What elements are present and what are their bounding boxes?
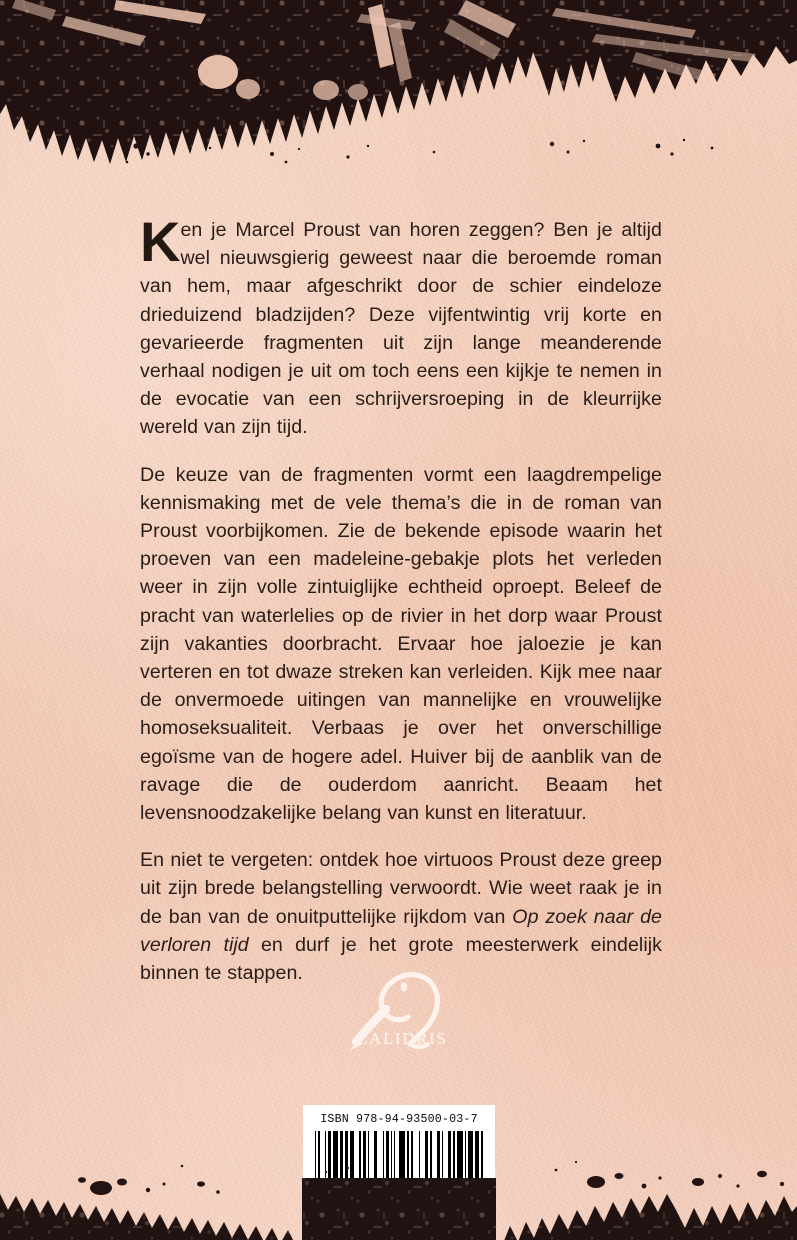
barcode-bars: [315, 1131, 483, 1240]
blurb-paragraph-3-lead: En niet te vergeten: ontdek hoe virtuoos Proust deze greep uit zijn brede belangstelling verwoordt. Wie weet raak je in de ban van de onuitputtelijke rijkdom van: [140, 849, 662, 928]
referenced-book-title: Op zoek naar de verloren tijd: [140, 905, 663, 956]
drop-cap-letter: K: [140, 210, 180, 273]
blurb-paragraph-1: [140, 210, 662, 442]
blurb-paragraph-3-tail: en durf je het grote meesterwerk eindelijk binnen te stappen.: [140, 933, 663, 985]
isbn-label: ISBN 978-94-93500-03-7: [320, 1113, 478, 1126]
back-cover-blurb: [140, 210, 663, 987]
publisher-name: CALIDRIS: [356, 1029, 448, 1048]
isbn-barcode: [303, 1105, 495, 1240]
blurb-paragraph-2: De keuze van de fragmenten vormt een laagdrempelige kennismaking met de vele thema’s die in de roman van Proust voorbijkomen. Zie de bekende episode waarin het proeven van een madeleine-gebakje plots het verleden weer in zijn volle zintuiglijke echtheid oproept. Beleef de pracht van waterlelies op de rivier in het dorp waar Proust zijn vakanties doorbracht. Ervaar hoe jaloezie je kan verteren en tot dwaze streken kan verleiden. Kijk mee naar de onvermoede uitingen van mannelijke en vrouwelijke homoseksualiteit. Verbaas je over het onverschillige egoïsme van de hogere adel. Huiver bij de aanblik van de ravage die de ouderdom aanricht. Beaam het levensnoodzakelijke belang van kunst en literatuur.: [140, 463, 662, 825]
blurb-paragraph-1-text: en je Marcel Proust van horen zeggen? Ben je altijd wel nieuwsgierig geweest naar die beroemde roman van hem, maar afgeschrikt door de schier eindeloze drieduizend bladzijden? Deze vijfentwintig vrij korte en gevarieerde fragmenten uit zijn lange meanderende verhaal nodigen je uit om toch eens een kijkje te nemen in de evocatie van een schrijversroeping in de kleurrijke wereld van zijn tijd.: [140, 219, 662, 439]
top-ink-brush-decoration: [0, 0, 797, 170]
